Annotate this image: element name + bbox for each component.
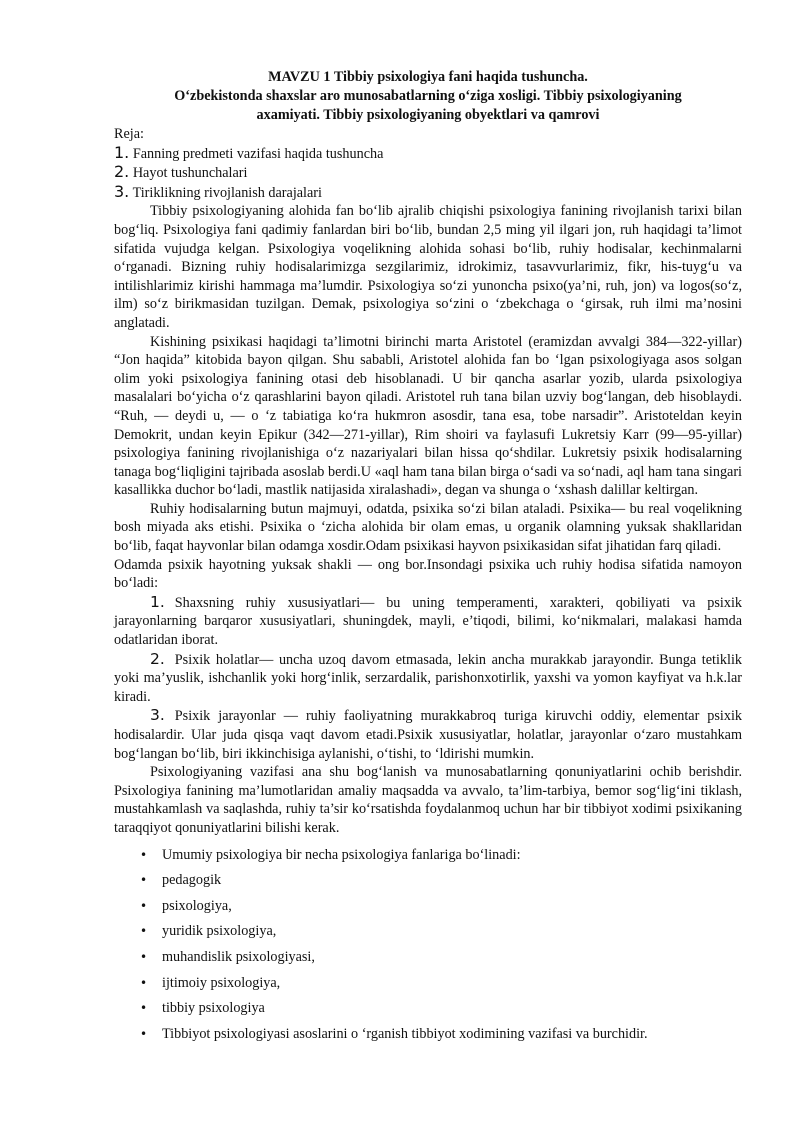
list-item-text: Tibbiyot psixologiyasi asoslarini o ‘rganish tibbiyot xodimining vazifasi va burchidir.	[162, 1025, 648, 1042]
list-item	[114, 946, 742, 972]
bullet-icon: •	[140, 1001, 148, 1016]
bullet-icon: •	[140, 975, 148, 990]
list-item-text: muhandislik psixologiyasi,	[162, 948, 315, 965]
numbered-item-number: 3.	[150, 706, 165, 725]
numbered-item-2	[114, 650, 742, 707]
list-item-text: Umumiy psixologiya bir necha psixologiya fanlariga bo‘linadi:	[162, 846, 521, 863]
bullet-icon: •	[140, 847, 148, 862]
plan-item-text: Fanning predmeti vazifasi haqida tushuncha	[132, 145, 384, 162]
list-item-text: tibbiy psixologiya	[162, 1000, 265, 1017]
paragraph-psixika-intro: Odamda psixik hayotning yuksak shakli — ong bor.Insondagi psixika uch ruhiy hodisa sifatida namoyon bo‘ladi:	[114, 556, 742, 592]
list-item-text: ijtimoiy psixologiya,	[162, 974, 281, 991]
plan-item-number: 3.	[114, 181, 130, 201]
paragraph-history: Tibbiy psixologiyaning alohida fan bo‘lib ajralib chiqishi psixologiya fanining rivojlanish tarixi bilan bog‘liq. Psixologiya fani qadimiy fanlardan biri bo‘lib, bundan 2,5 ming yil ilgari jon, ruh haqidagi ta’limot sifatida vujudga kelgan. Psixologiya voqelikning alohida sohasi bo‘lib, ruhiy hodisalar, kechinmalarni o‘rganadi. Bizning ruhiy hodisalarimizga sezgilarimiz, idrokimiz, tasavvurlarimiz, fikr, his-tuyg‘u va intilishlarimiz kirishi hammaga ma’lumdir. Psixologiya so‘zi yunoncha psixo(ya’ni, ruh, jon) va logos(so‘z, ilm) so‘z birikmasidan tuzilgan. Demak, psixologiya so‘zini o ‘zbekchaga o ‘girsak, ruh ilmi ma’nosini anglatadi.	[114, 203, 742, 331]
document-title-line-3: axamiyati. Tibbiy psixologiyaning obyektlari va qamrovi	[256, 107, 600, 123]
bullet-icon: •	[140, 1026, 148, 1041]
plan-label: Reja:	[114, 126, 144, 142]
list-item	[114, 972, 742, 998]
paragraph-aristotle: Kishining psixikasi haqidagi ta’limotni birinchi marta Aristotel (eramizdan avvalgi 384—322-yillar) “Jon haqida” kitobida bayon qilgan. Shu sababli, Aristotel alohida fan bo ‘lgan psixologiyaga asos solgan olim yoki psixologiya fanining otasi deb hisoblanadi. U bir qancha asarlar yozib, ularda psixologiya masalalari bo‘yicha o‘z qarashlarini bayon qiladi. Aristotel ruh tana bilan uzviy bog‘langan, deb hisoblaydi. “Ruh, — deydi u, — o ‘z tabiatiga ko‘ra hukmron asosdir, tana esa, tobe narsadir”. Aristoteldan keyin Demokrit, undan keyin Epikur (342—271-yillar), Rim shoiri va faylasufi Lukretsiy Karr (99—95-yillar) psixologiya fanining rivojlanishiga o‘z nazariyalari bilan hissa qo‘shdilar. Lukretsiy psixik hodisalarning tanaga bog‘liqligini tajribada asoslab berdi.U «aql ham tana bilan birga o‘sadi va so‘nadi, aql ham tana singari kasallikka duchor bo‘ladi, mastlik natijasida xiralashadi», degan va shunga o ‘xshash dalillar keltirgan.	[114, 333, 742, 499]
numbered-item-number: 1.	[150, 592, 165, 611]
list-item	[114, 895, 742, 921]
bullet-icon: •	[140, 898, 148, 913]
bullet-icon: •	[140, 949, 148, 964]
numbered-item-number: 2.	[150, 649, 165, 668]
document-title-line-1: MAVZU 1 Tibbiy psixologiya fani haqida tushuncha.	[268, 69, 588, 85]
plan-item-number: 2.	[114, 162, 130, 182]
plan-item-1	[114, 144, 742, 164]
document-title-line-2: O‘zbekistonda shaxslar aro munosabatlarning o‘ziga xosligi. Tibbiy psixologiyaning	[174, 88, 682, 104]
list-item	[114, 869, 742, 895]
numbered-item-1	[114, 593, 742, 650]
list-item-text: pedagogik	[162, 872, 222, 889]
numbered-item-text: Psixik jarayonlar — ruhiy faoliyatning murakkabroq turiga kiruvchi oddiy, elementar psixik hodisalardir. Ular juda qisqa vaqt davom etadi.Psixik xususiyatlar, holatlar, jarayonlar o‘zaro mustahkam bog‘langan bo‘lib, biri ikkinchisiga aylanishi, o‘tishi, to ‘ldirishi mumkin.	[114, 708, 742, 762]
list-item	[114, 844, 742, 870]
numbered-item-text: Shaxsning ruhiy xususiyatlari— bu uning temperamenti, xarakteri, qobiliyati va psixik jarayonlarning barqaror xususiyatlari, shuningdek, mayli, e’tiqodi, bilimi, ko‘nikmalari, malakasi hamda odatlaridan iborat.	[114, 594, 742, 649]
document-page	[114, 68, 742, 1048]
list-item	[114, 997, 742, 1023]
plan-item-number: 1.	[114, 142, 130, 162]
list-item-text: yuridik psixologiya,	[162, 923, 277, 940]
bullet-icon: •	[140, 873, 148, 888]
list-item	[114, 1023, 742, 1049]
plan-item-text: Hayot tushunchalari	[132, 165, 248, 182]
list-item-text: psixologiya,	[162, 897, 232, 914]
bullet-list	[114, 844, 742, 1049]
paragraph-psixika: Ruhiy hodisalarning butun majmuyi, odatda, psixika so‘zi bilan ataladi. Psixika— bu real voqelikning bosh miyada aks etishi. Psixika o ‘zicha alohida bir olam emas, u organik olamning yuksak shakllaridan bo‘lib, faqat hayvonlar bilan odamga xosdir.Odam psixikasi hayvon psixikasidan sifat jihatidan farq qiladi.	[114, 500, 742, 555]
numbered-item-3	[114, 706, 742, 763]
plan-item-text: Tiriklikning rivojlanish darajalari	[132, 184, 322, 201]
plan-item-3	[114, 183, 742, 203]
list-item	[114, 920, 742, 946]
plan-item-2	[114, 163, 742, 183]
paragraph-final: Psixologiyaning vazifasi ana shu bog‘lanish va munosabatlarning qonuniyatlarini ochib berishdir. Psixologiya fanining ma’lumotlaridan amaliy maqsadda va avvalo, ta’lim-tarbiya, bemor sog‘lig‘ini tiklash, mustahkamlash va saqlashda, ruhiy ta’sir ko‘rsatishda foydalanmoq uchun har bir tibbiyot xodimi psixikaning taraqqiyot qonuniyatlarini bilishi kerak.	[114, 764, 742, 836]
bullet-icon: •	[140, 924, 148, 939]
numbered-item-text: Psixik holatlar— uncha uzoq davom etmasada, lekin ancha murakkab jarayondir. Bunga tetiklik yoki ma’yuslik, ishchanlik yoki horg‘inlik, serzardalik, parishonxotirlik, yaxshi va yomon kayfiyat va h.k.lar kiradi.	[114, 651, 742, 705]
